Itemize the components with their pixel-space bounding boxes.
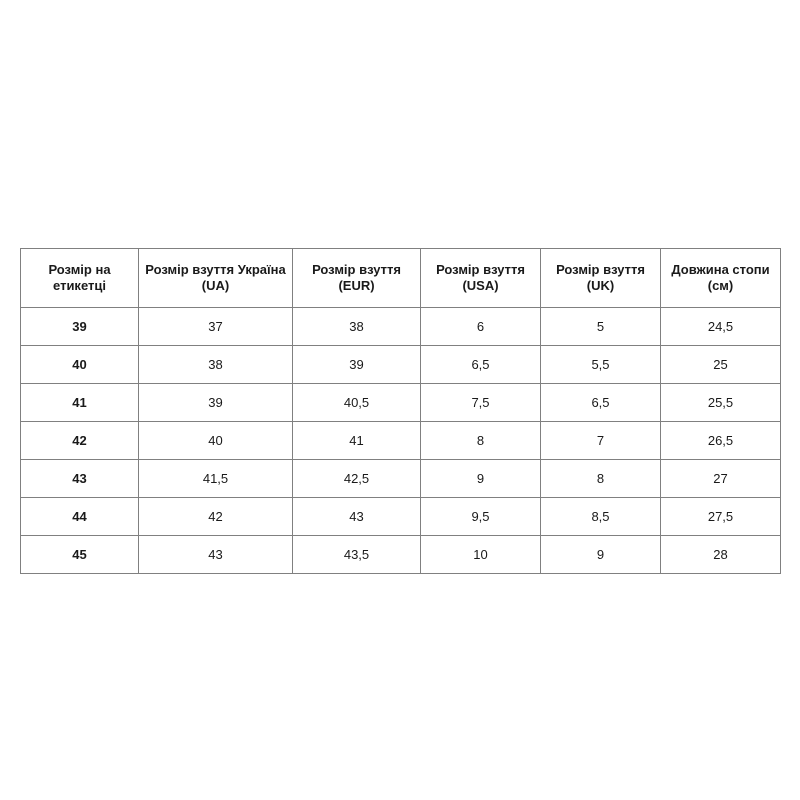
cell-ua-size: 43 (139, 536, 293, 574)
table-row (21, 308, 781, 346)
table-row (21, 498, 781, 536)
cell-usa-size: 6,5 (421, 346, 541, 384)
cell-ua-size: 37 (139, 308, 293, 346)
cell-ua-size: 41,5 (139, 460, 293, 498)
column-header-uk-size: Розмір взуття (UK) (541, 249, 661, 308)
cell-usa-size: 8 (421, 422, 541, 460)
cell-eur-size: 39 (293, 346, 421, 384)
cell-ua-size: 39 (139, 384, 293, 422)
cell-ua-size: 38 (139, 346, 293, 384)
cell-usa-size: 9,5 (421, 498, 541, 536)
cell-label-size: 40 (21, 346, 139, 384)
cell-ua-size: 40 (139, 422, 293, 460)
column-header-foot-length: Довжина стопи (см) (661, 249, 781, 308)
column-header-eur-size: Розмір взуття (EUR) (293, 249, 421, 308)
cell-usa-size: 6 (421, 308, 541, 346)
cell-label-size: 41 (21, 384, 139, 422)
cell-eur-size: 41 (293, 422, 421, 460)
cell-uk-size: 7 (541, 422, 661, 460)
column-header-ua-size: Розмір взуття Україна (UA) (139, 249, 293, 308)
cell-uk-size: 9 (541, 536, 661, 574)
table-row (21, 460, 781, 498)
size-chart-container (20, 248, 780, 574)
cell-label-size: 39 (21, 308, 139, 346)
cell-foot-length: 28 (661, 536, 781, 574)
cell-eur-size: 43 (293, 498, 421, 536)
shoe-size-table (20, 248, 781, 574)
table-row (21, 384, 781, 422)
cell-uk-size: 5,5 (541, 346, 661, 384)
cell-ua-size: 42 (139, 498, 293, 536)
cell-uk-size: 8,5 (541, 498, 661, 536)
cell-foot-length: 24,5 (661, 308, 781, 346)
cell-label-size: 42 (21, 422, 139, 460)
column-header-label-size: Розмір на етикетці (21, 249, 139, 308)
cell-usa-size: 10 (421, 536, 541, 574)
table-header (21, 249, 781, 308)
cell-eur-size: 40,5 (293, 384, 421, 422)
cell-eur-size: 38 (293, 308, 421, 346)
table-header-row (21, 249, 781, 308)
cell-uk-size: 5 (541, 308, 661, 346)
cell-label-size: 44 (21, 498, 139, 536)
column-header-usa-size: Розмір взуття (USA) (421, 249, 541, 308)
table-row (21, 536, 781, 574)
cell-foot-length: 26,5 (661, 422, 781, 460)
cell-usa-size: 7,5 (421, 384, 541, 422)
cell-usa-size: 9 (421, 460, 541, 498)
cell-foot-length: 25 (661, 346, 781, 384)
cell-label-size: 45 (21, 536, 139, 574)
cell-foot-length: 27,5 (661, 498, 781, 536)
cell-label-size: 43 (21, 460, 139, 498)
table-body (21, 308, 781, 574)
table-row (21, 422, 781, 460)
cell-eur-size: 42,5 (293, 460, 421, 498)
cell-uk-size: 8 (541, 460, 661, 498)
cell-eur-size: 43,5 (293, 536, 421, 574)
table-row (21, 346, 781, 384)
cell-foot-length: 27 (661, 460, 781, 498)
cell-foot-length: 25,5 (661, 384, 781, 422)
cell-uk-size: 6,5 (541, 384, 661, 422)
